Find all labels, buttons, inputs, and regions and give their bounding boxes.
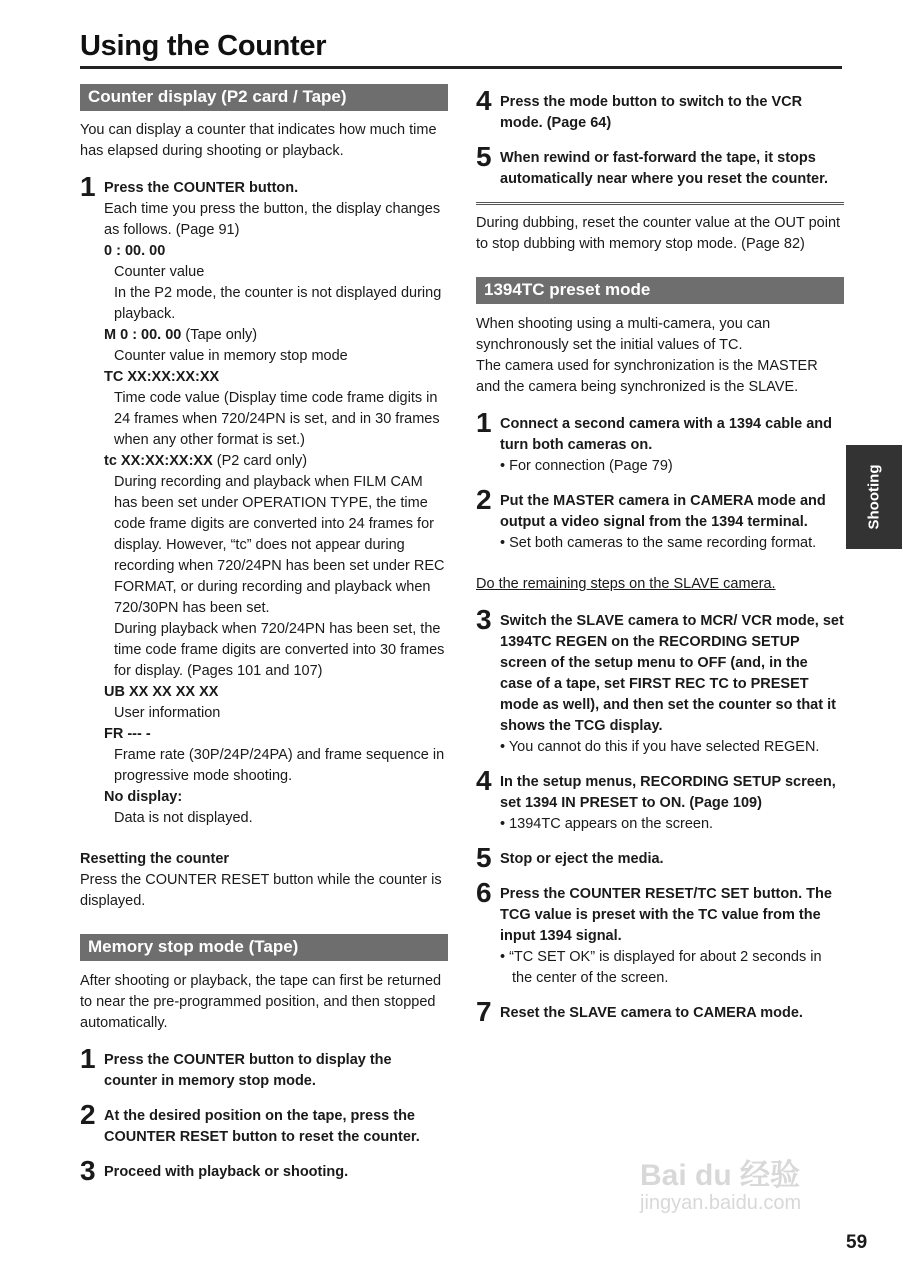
display-item-description: During recording and playback when FILM CAM has been set under OPERATION TYPE, the time code frame digits are converted into 24 frames for display. However, “tc” does not appear during recording when 720/24PN has been set under REC FORMAT, or during recording and playback when 720/30PN has been set.: [114, 474, 445, 616]
step-item: [80, 1099, 448, 1148]
display-item-description: In the P2 mode, the counter is not displayed during playback.: [114, 285, 442, 322]
reset-body: Press the COUNTER RESET button while the counter is displayed.: [80, 872, 442, 909]
display-item-term: tc XX:XX:XX:XX: [104, 453, 213, 469]
step-heading: Press the COUNTER button to display the counter in memory stop mode.: [104, 1052, 392, 1089]
step-bullet: • You cannot do this if you have selected REGEN.: [500, 739, 820, 755]
step-number: 1: [80, 1043, 96, 1074]
step-number: 4: [476, 765, 492, 796]
slave-note: Do the remaining steps on the SLAVE camera.: [476, 576, 776, 592]
display-item-term-line: [104, 787, 448, 808]
display-item-term: UB XX XX XX XX: [104, 684, 219, 700]
right-column: [476, 80, 844, 1027]
step-heading: Reset the SLAVE camera to CAMERA mode.: [500, 1005, 803, 1021]
step-heading: Connect a second camera with a 1394 cable and turn both cameras on.: [500, 416, 833, 453]
display-item-term: No display:: [104, 789, 183, 805]
step-item: [476, 484, 844, 554]
step-number: 7: [476, 996, 492, 1027]
step-heading: Put the MASTER camera in CAMERA mode and output a video signal from the 1394 terminal.: [500, 493, 826, 530]
watermark-sub: jingyan.baidu.com: [640, 1192, 802, 1214]
counter-display-list: [104, 241, 448, 829]
display-item-term-line: [104, 367, 448, 388]
step-number: 3: [80, 1155, 96, 1186]
step-item: [476, 842, 844, 873]
step-heading: When rewind or fast-forward the tape, it stops automatically near where you reset the counter.: [500, 150, 828, 187]
step-heading: Switch the SLAVE camera to MCR/ VCR mode, set 1394TC REGEN on the RECORDING SETUP screen of the setup menu to OFF (and, in the case of a tape, set FIRST REC TC to PRESET mode as well), and then set the counter so that it shows the TCG display.: [500, 613, 844, 734]
double-divider: [476, 202, 844, 205]
step-number: 5: [476, 141, 492, 172]
display-item-description: Counter value in memory stop mode: [114, 348, 348, 364]
section-heading-1394tc: 1394TC preset mode: [476, 277, 844, 304]
step-item: [476, 604, 844, 758]
step-number: 6: [476, 877, 492, 908]
step-heading: Stop or eject the media.: [500, 851, 664, 867]
step-1-counter: [80, 171, 448, 829]
step-number: 3: [476, 604, 492, 635]
section-heading-counter-display: Counter display (P2 card / Tape): [80, 84, 448, 111]
page-title: Using the Counter: [80, 30, 327, 62]
dubbing-note: During dubbing, reset the counter value at the OUT point to stop dubbing with memory stop mode. (Page 82): [476, 215, 841, 252]
step-heading: In the setup menus, RECORDING SETUP screen, set 1394 IN PRESET to ON. (Page 109): [500, 774, 836, 811]
step-number: 2: [80, 1099, 96, 1130]
display-item-term: M 0 : 00. 00: [104, 327, 182, 343]
left-column: [80, 84, 448, 1186]
memory-stop-steps: [80, 1043, 448, 1186]
step-heading: Press the COUNTER RESET/TC SET button. The TCG value is preset with the TC value from the input 1394 signal.: [500, 886, 832, 944]
preset-steps-master: [476, 407, 844, 554]
display-item-description: Frame rate (30P/24P/24PA) and frame sequence in progressive mode shooting.: [114, 747, 445, 784]
step-number: 5: [476, 842, 492, 873]
page-number: 59: [846, 1232, 868, 1253]
display-item-description: User information: [114, 705, 221, 721]
display-item-term-line: [104, 451, 448, 472]
preset-intro-2: The camera used for synchronization is the MASTER and the camera being synchronized is the SLAVE.: [476, 358, 818, 395]
step-item: [476, 877, 844, 989]
chapter-tab-label: Shooting: [865, 464, 883, 530]
step-number: 1: [476, 407, 492, 438]
chapter-tab[interactable]: [846, 445, 902, 549]
step-item: [476, 996, 844, 1027]
display-item-description: Data is not displayed.: [114, 810, 253, 826]
step-item: [476, 407, 844, 477]
step-heading: At the desired position on the tape, press the COUNTER RESET button to reset the counter.: [104, 1108, 420, 1145]
step-item: [476, 85, 844, 134]
step-heading: Proceed with playback or shooting.: [104, 1164, 349, 1180]
preset-steps-slave: [476, 604, 844, 1027]
section-heading-memory-stop: Memory stop mode (Tape): [80, 934, 448, 961]
display-item-description: Counter value: [114, 264, 205, 280]
watermark-main: Bai du 经验: [640, 1159, 801, 1192]
step-number: 1: [80, 171, 96, 202]
step-bullet: • “TC SET OK” is displayed for about 2 seconds in the center of the screen.: [500, 949, 822, 986]
step-bullet: • Set both cameras to the same recording format.: [500, 535, 817, 551]
display-item-term-line: [104, 241, 448, 262]
step-item: [80, 1043, 448, 1092]
watermark: [640, 1150, 801, 1215]
step-number: 2: [476, 484, 492, 515]
step-description: Each time you press the button, the display changes as follows. (Page 91): [104, 201, 441, 238]
display-item-note: (Tape only): [181, 327, 258, 343]
step-bullet: • 1394TC appears on the screen.: [500, 816, 714, 832]
step-item: [80, 1155, 448, 1186]
step-bullet: • For connection (Page 79): [500, 458, 673, 474]
display-item-term-line: [104, 724, 448, 745]
display-item-term: 0 : 00. 00: [104, 243, 166, 259]
display-item-term: TC XX:XX:XX:XX: [104, 369, 220, 385]
display-item-term: FR --- -: [104, 726, 151, 742]
step-heading: Press the mode button to switch to the VCR mode. (Page 64): [500, 94, 803, 131]
display-item-note: (P2 card only): [212, 453, 308, 469]
display-item-term-line: [104, 682, 448, 703]
preset-intro-1: When shooting using a multi-camera, you can synchronously set the initial values of TC.: [476, 316, 771, 353]
display-item-term-line: [104, 325, 448, 346]
step-number: 4: [476, 85, 492, 116]
reset-heading: Resetting the counter: [80, 851, 230, 867]
memory-stop-steps-continued: [476, 85, 844, 190]
title-rule: [80, 66, 842, 69]
step-item: [476, 765, 844, 835]
memory-stop-intro: After shooting or playback, the tape can first be returned to near the pre-programmed position, and then stopped automatically.: [80, 973, 442, 1031]
step-heading: Press the COUNTER button.: [104, 180, 299, 196]
counter-intro: You can display a counter that indicates how much time has elapsed during shooting or playback.: [80, 122, 437, 159]
step-item: [476, 141, 844, 190]
display-item-description: Time code value (Display time code frame digits in 24 frames when 720/24PN is set, and in 30 frames when any other format is set.): [114, 390, 440, 448]
display-item-description: During playback when 720/24PN has been set, the time code frame digits are converted into 30 frames for display. (Pages 101 and 107): [114, 621, 445, 679]
